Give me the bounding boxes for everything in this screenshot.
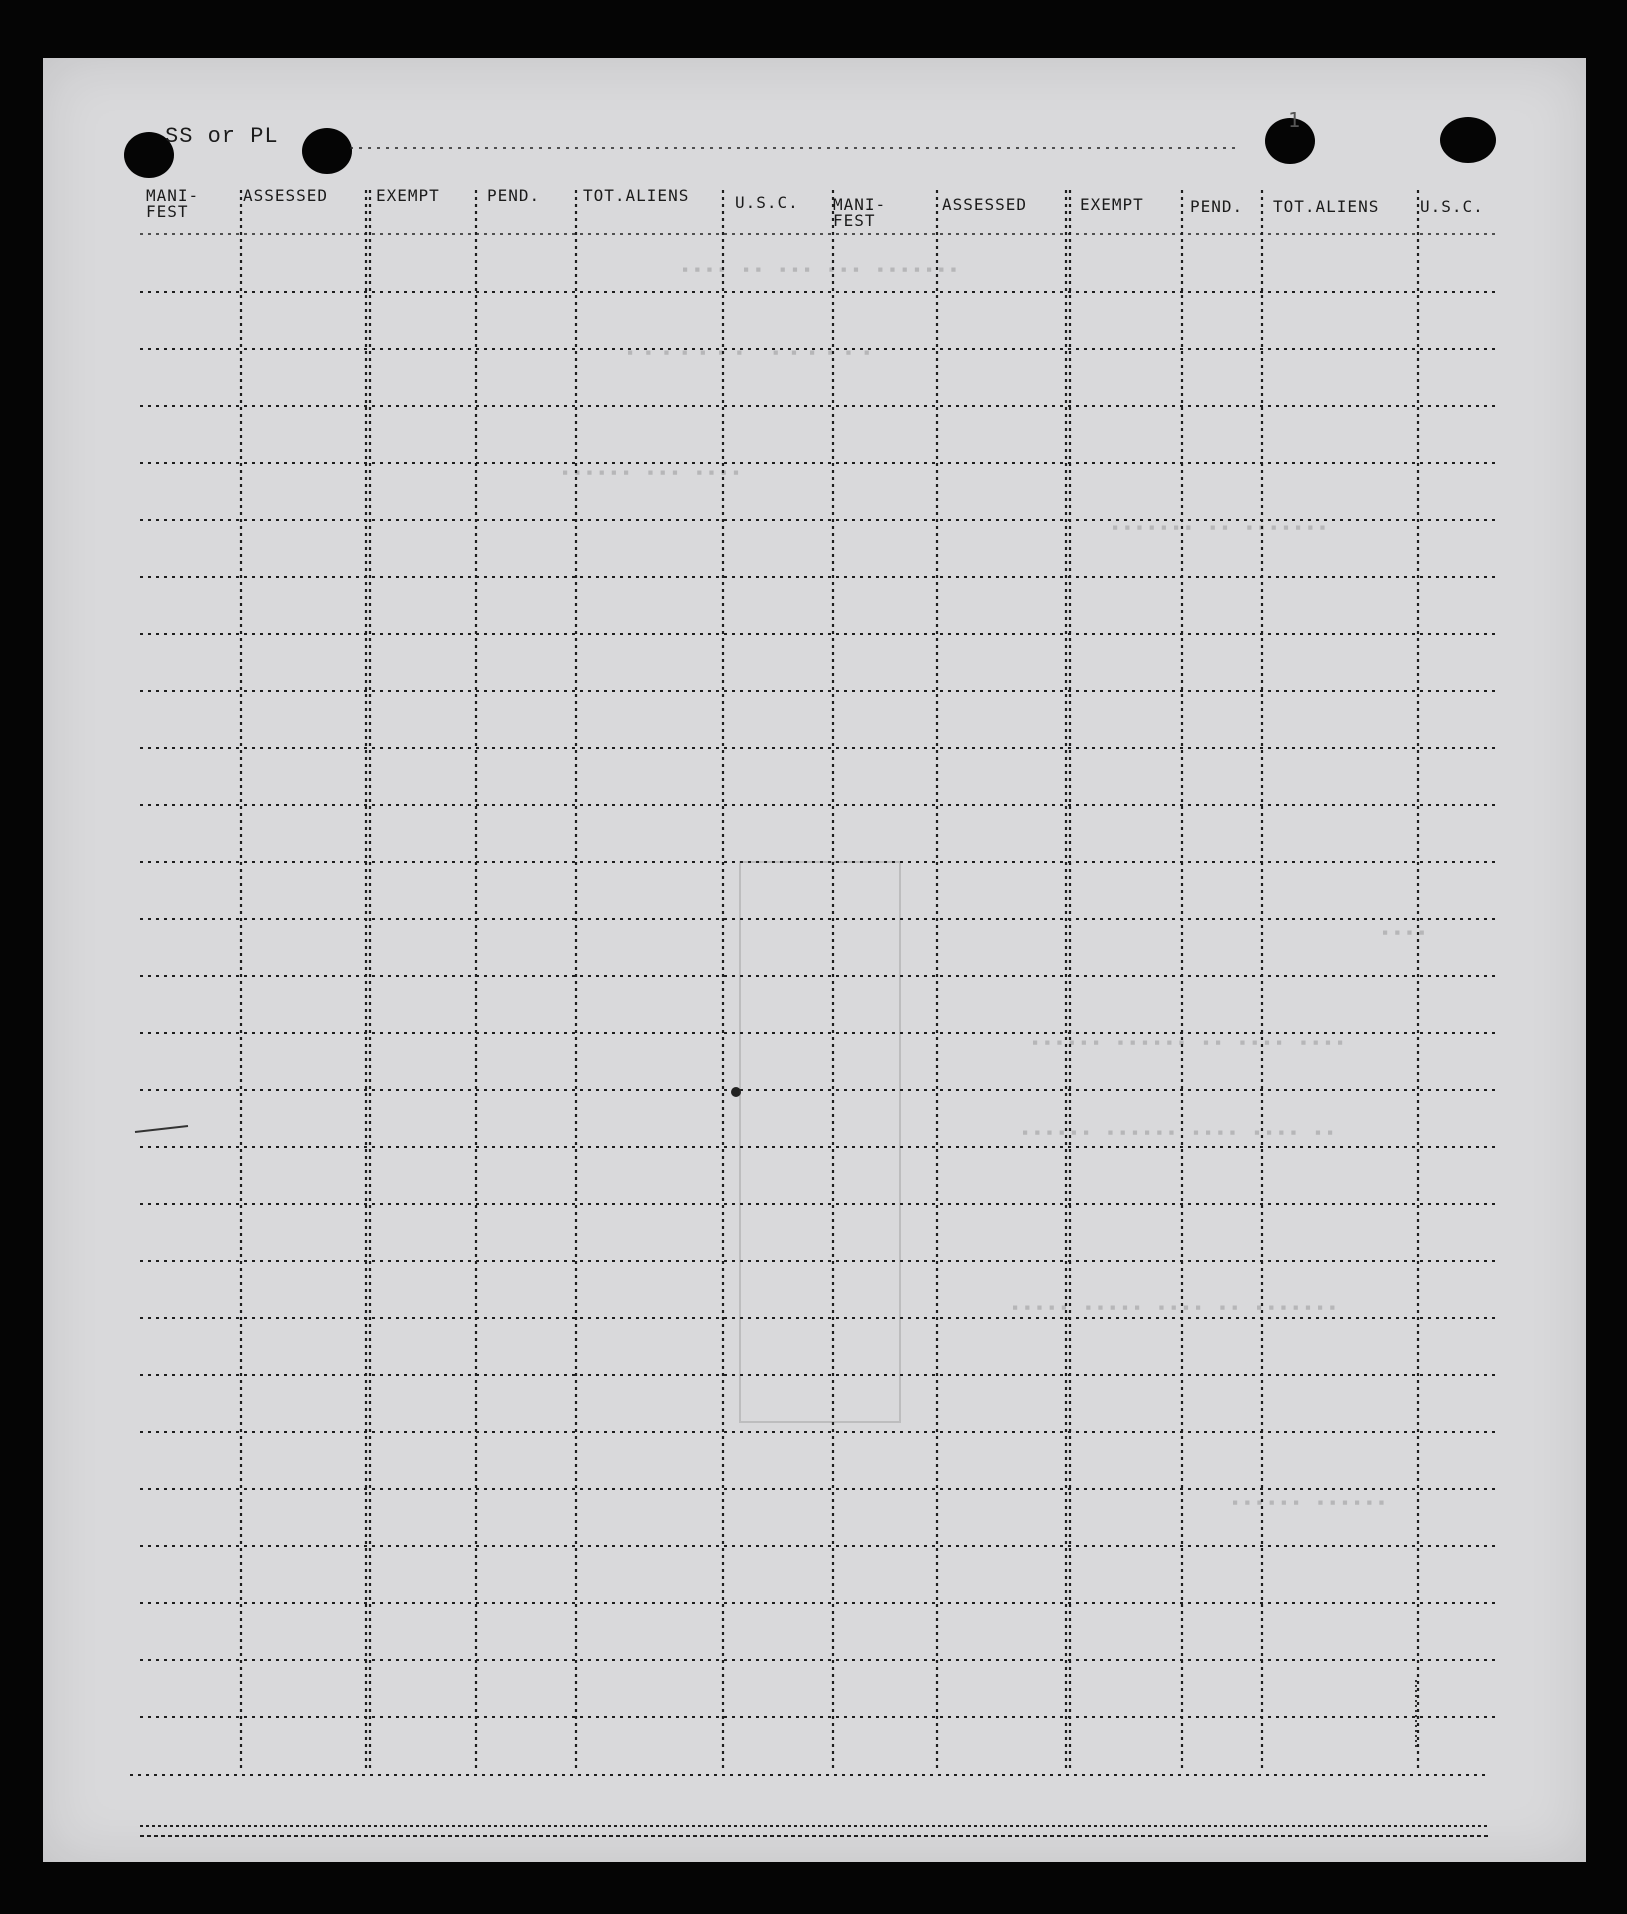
bleed-through-mark: ▪▪▪▪▪▪ ▪▪▪▪▪▪ <box>1230 1495 1389 1514</box>
header-usc: U.S.C. <box>1420 197 1484 216</box>
bleed-through-mark: ▪▪▪▪▪▪ ▪▪▪▪▪▪ ▪▪ ▪▪▪▪ ▪▪▪▪ <box>1030 1035 1348 1054</box>
header-exempt: EXEMPT <box>376 186 440 205</box>
header-manifest-line1: MANI- <box>146 186 200 205</box>
bleed-through-mark: ▪▪▪▪▪ ▪▪▪▪▪ ▪▪▪▪ ▪▪ ▪▪▪▪▪▪▪ <box>1010 1300 1340 1319</box>
header-manifest-line1: MANI- <box>833 195 887 214</box>
header-pend: PEND. <box>1190 197 1244 216</box>
header-pend: PEND. <box>487 186 541 205</box>
column-rules <box>241 186 1418 1770</box>
ss-or-pl-label: SS or PL <box>165 124 279 149</box>
bleed-through-box <box>740 862 900 1422</box>
header-exempt: EXEMPT <box>1080 195 1144 214</box>
header-tot-aliens: TOT.ALIENS <box>583 186 690 205</box>
header-assessed: ASSESSED <box>243 186 329 205</box>
bleed-through-mark: ▪▪▪▪▪▪ ▪▪▪▪▪▪ ▪▪▪▪ ▪▪▪▪ ▪▪ <box>1020 1125 1338 1144</box>
bleed-through-mark: ▪▪▪▪ ▪▪ ▪▪▪ ▪▪▪ ▪▪▪▪▪▪▪ <box>680 262 961 281</box>
bleed-through-mark: ▪▪▪▪▪▪▪ ▪▪▪▪▪▪ <box>625 345 880 364</box>
header-tot-aliens: TOT.ALIENS <box>1273 197 1380 216</box>
page-number: 1 <box>1288 108 1301 132</box>
header-manifest-line2: FEST <box>146 202 189 221</box>
bleed-through-mark: ▪▪▪▪▪▪ ▪▪▪ ▪▪▪▪ <box>560 465 744 484</box>
row-rules <box>140 292 1500 1717</box>
header-assessed: ASSESSED <box>942 195 1028 214</box>
pen-mark <box>135 1126 188 1132</box>
header-usc: U.S.C. <box>735 193 799 212</box>
bleed-through-mark: ▪▪▪▪ <box>1380 925 1429 944</box>
bleed-through-mark: ▪▪▪▪▪▪▪ ▪▪ ▪▪▪▪▪▪▪ <box>1110 520 1330 539</box>
header-manifest-line2: FEST <box>833 211 876 230</box>
